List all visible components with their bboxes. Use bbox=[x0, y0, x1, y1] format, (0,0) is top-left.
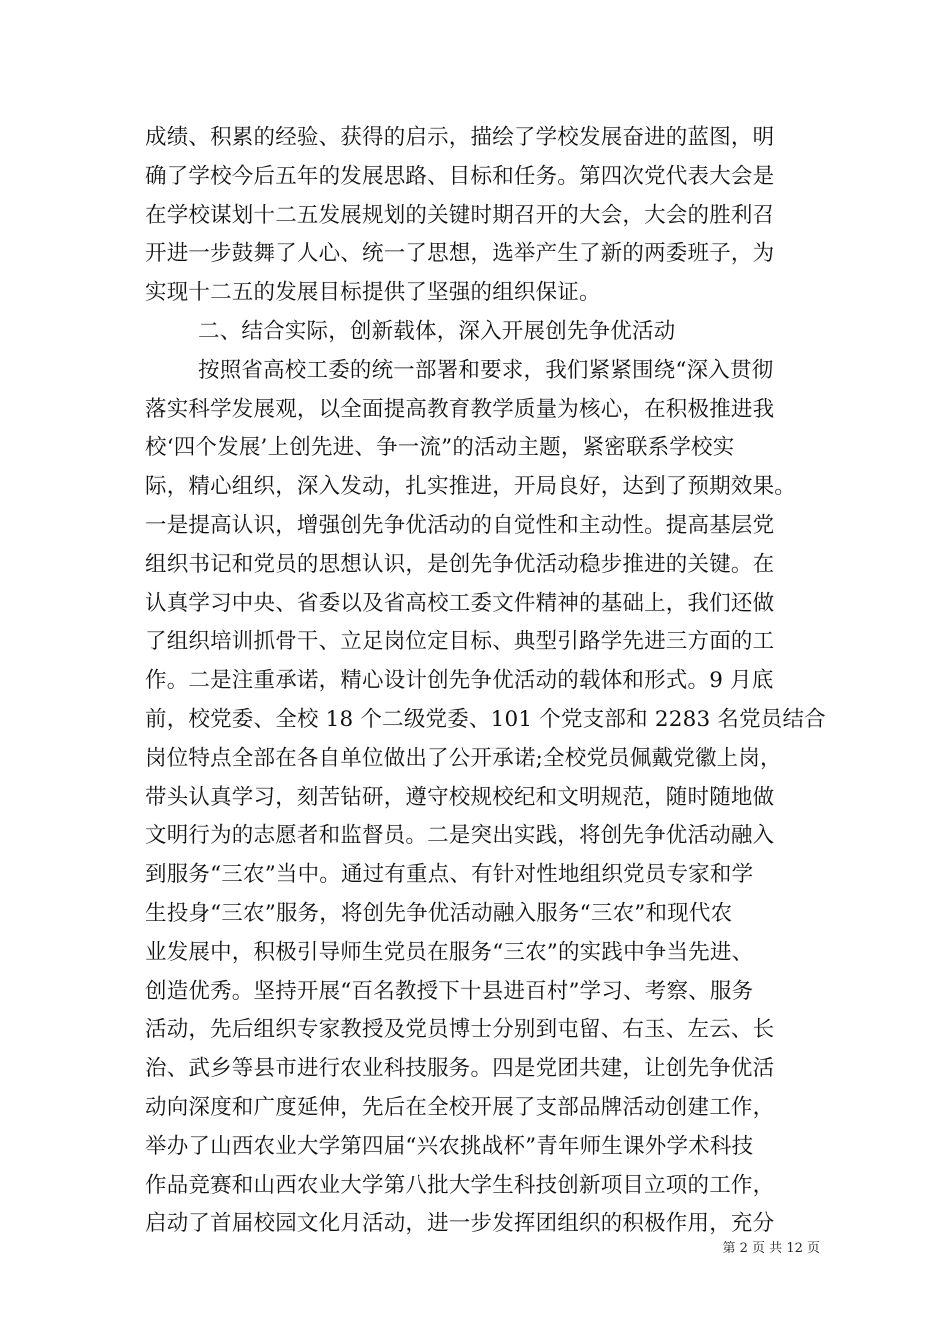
text-line: 确了学校今后五年的发展思路、目标和任务。第四次党代表大会是 bbox=[145, 163, 775, 189]
paragraph-line: 作品竞赛和山西农业大学第八批大学生科技创新项目立项的工作， bbox=[145, 1172, 775, 1198]
paragraph-line: 创造优秀。坚持开展“百名教授下十县进百村”学习、考察、服务 bbox=[145, 978, 754, 1004]
paragraph-line: 文明行为的志愿者和监督员。二是突出实践，将创先争优活动融入 bbox=[145, 823, 775, 849]
paragraph-line: 组织书记和党员的思想认识，是创先争优活动稳步推进的关键。在 bbox=[145, 551, 775, 577]
text-line: 成绩、积累的经验、获得的启示，描绘了学校发展奋进的蓝图，明 bbox=[145, 125, 775, 150]
paragraph-line: 业发展中，积极引导师生党员在服务“三农”的实践中争当先进、 bbox=[145, 939, 754, 965]
paragraph-line: 认真学习中央、省委以及省高校工委文件精神的基础上，我们还做 bbox=[145, 590, 775, 616]
text-line: 实现十二五的发展目标提供了坚强的组织保证。 bbox=[145, 280, 601, 306]
paragraph-line: 启动了首届校园文化月活动，进一步发挥团组织的积极作用，充分 bbox=[145, 1211, 775, 1237]
paragraph-line: 一是提高认识，增强创先争优活动的自觉性和主动性。提高基层党 bbox=[145, 512, 775, 538]
text-line: 在学校谋划十二五发展规划的关键时期召开的大会，大会的胜利召 bbox=[145, 202, 775, 228]
paragraph-line: 治、武乡等县市进行农业科技服务。四是党团共建，让创先争优活 bbox=[145, 1056, 775, 1082]
paragraph-line: 动向深度和广度延伸，先后在全校开展了支部品牌活动创建工作， bbox=[145, 1094, 775, 1120]
paragraph-line: 了组织培训抓骨干、立足岗位定目标、典型引路学先进三方面的工 bbox=[145, 629, 775, 655]
paragraph-line: 校‘四个发展’上创先进、争一流”的活动主题，紧密联系学校实 bbox=[145, 435, 735, 461]
document-body bbox=[145, 119, 826, 1244]
paragraph-line: 按照省高校工委的统一部署和要求，我们紧紧围绕“深入贯彻 bbox=[198, 357, 774, 383]
paragraph-line: 带头认真学习，刻苦钻研，遵守校规校纪和文明规范，随时随地做 bbox=[145, 784, 775, 810]
paragraph-line: 前，校党委、全校 18 个二级党委、101 个党支部和 2283 名党员结合 bbox=[145, 706, 826, 732]
paragraph-line: 生投身“三农”服务，将创先争优活动融入服务“三农”和现代农 bbox=[145, 900, 733, 926]
text-line: 开进一步鼓舞了人心、统一了思想，选举产生了新的两委班子，为 bbox=[145, 241, 775, 267]
paragraph-line: 际，精心组织，深入发动，扎实推进，开局良好，达到了预期效果。 bbox=[145, 474, 797, 500]
page-number: 第 2 页 共 12 页 bbox=[722, 1241, 820, 1256]
paragraph-line: 作。二是注重承诺，精心设计创先争优活动的载体和形式。9 月底 bbox=[145, 668, 774, 694]
paragraph-line: 举办了山西农业大学第四届“兴农挑战杯”青年师生课外学术科技 bbox=[145, 1133, 754, 1159]
paragraph-line: 落实科学发展观，以全面提高教育教学质量为核心，在积极推进我 bbox=[145, 396, 775, 422]
paragraph-line: 岗位特点全部在各自单位做出了公开承诺;全校党员佩戴党徽上岗， bbox=[145, 745, 782, 771]
section-heading: 二、结合实际，创新载体，深入开展创先争优活动 bbox=[198, 318, 676, 344]
paragraph-line: 活动，先后组织专家教授及党员博士分别到屯留、右玉、左云、长 bbox=[145, 1017, 775, 1043]
paragraph-line: 到服务“三农”当中。通过有重点、有针对性地组织党员专家和学 bbox=[145, 862, 754, 888]
